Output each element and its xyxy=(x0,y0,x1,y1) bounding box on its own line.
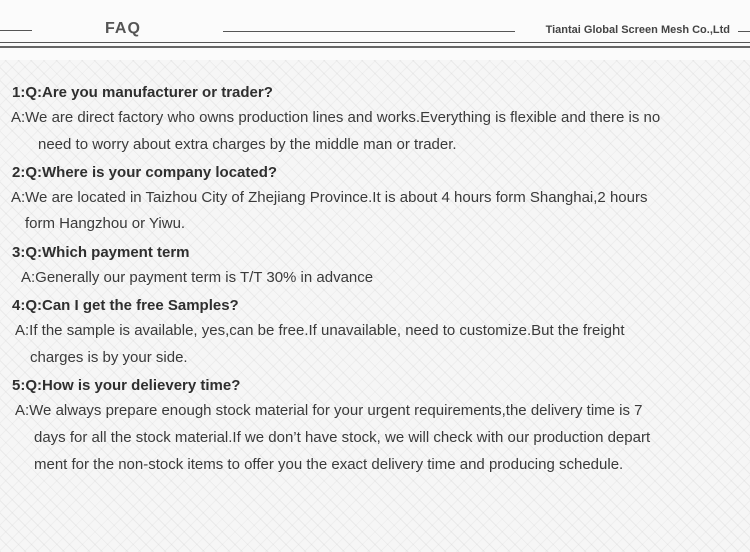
faq-answer-4-line-1: A:If the sample is available, yes,can be free.If unavailable, need to customize.But the freight xyxy=(15,322,625,339)
faq-answer-5-line-2: days for all the stock material.If we don’t have stock, we will check with our production depart xyxy=(34,429,651,446)
header-rule-bottom xyxy=(0,46,750,48)
header-middle-line xyxy=(223,31,515,32)
faq-question-4: 4:Q:Can I get the free Samples? xyxy=(12,297,239,314)
page-header xyxy=(0,0,750,60)
faq-question-1: 1:Q:Are you manufacturer or trader? xyxy=(12,84,273,101)
faq-answer-2-line-1: A:We are located in Taizhou City of Zhejiang Province.It is about 4 hours form Shanghai,2 hours xyxy=(11,189,648,206)
faq-answer-2-line-2: form Hangzhou or Yiwu. xyxy=(25,215,186,232)
faq-answer-4-line-2: charges is by your side. xyxy=(30,349,188,366)
faq-question-2: 2:Q:Where is your company located? xyxy=(12,164,278,181)
header-rule-top xyxy=(0,42,750,43)
faq-answer-5-line-1: A:We always prepare enough stock material for your urgent requirements,the delivery time is 7 xyxy=(15,402,643,419)
faq-answer-1-line-1: A:We are direct factory who owns production lines and works.Everything is flexible and there is no xyxy=(11,109,661,126)
faq-answer-3-line-1: A:Generally our payment term is T/T 30% in advance xyxy=(21,269,374,286)
header-left-line xyxy=(0,30,32,31)
faq-answer-5-line-3: ment for the non-stock items to offer you the exact delivery time and producing schedule. xyxy=(34,456,624,473)
header-right-line xyxy=(738,31,750,32)
company-name: Tiantai Global Screen Mesh Co.,Ltd xyxy=(545,24,730,36)
faq-question-5: 5:Q:How is your delievery time? xyxy=(12,377,241,394)
faq-title: FAQ xyxy=(105,20,141,37)
faq-question-3: 3:Q:Which payment term xyxy=(12,244,190,261)
faq-answer-1-line-2: need to worry about extra charges by the middle man or trader. xyxy=(38,136,457,153)
